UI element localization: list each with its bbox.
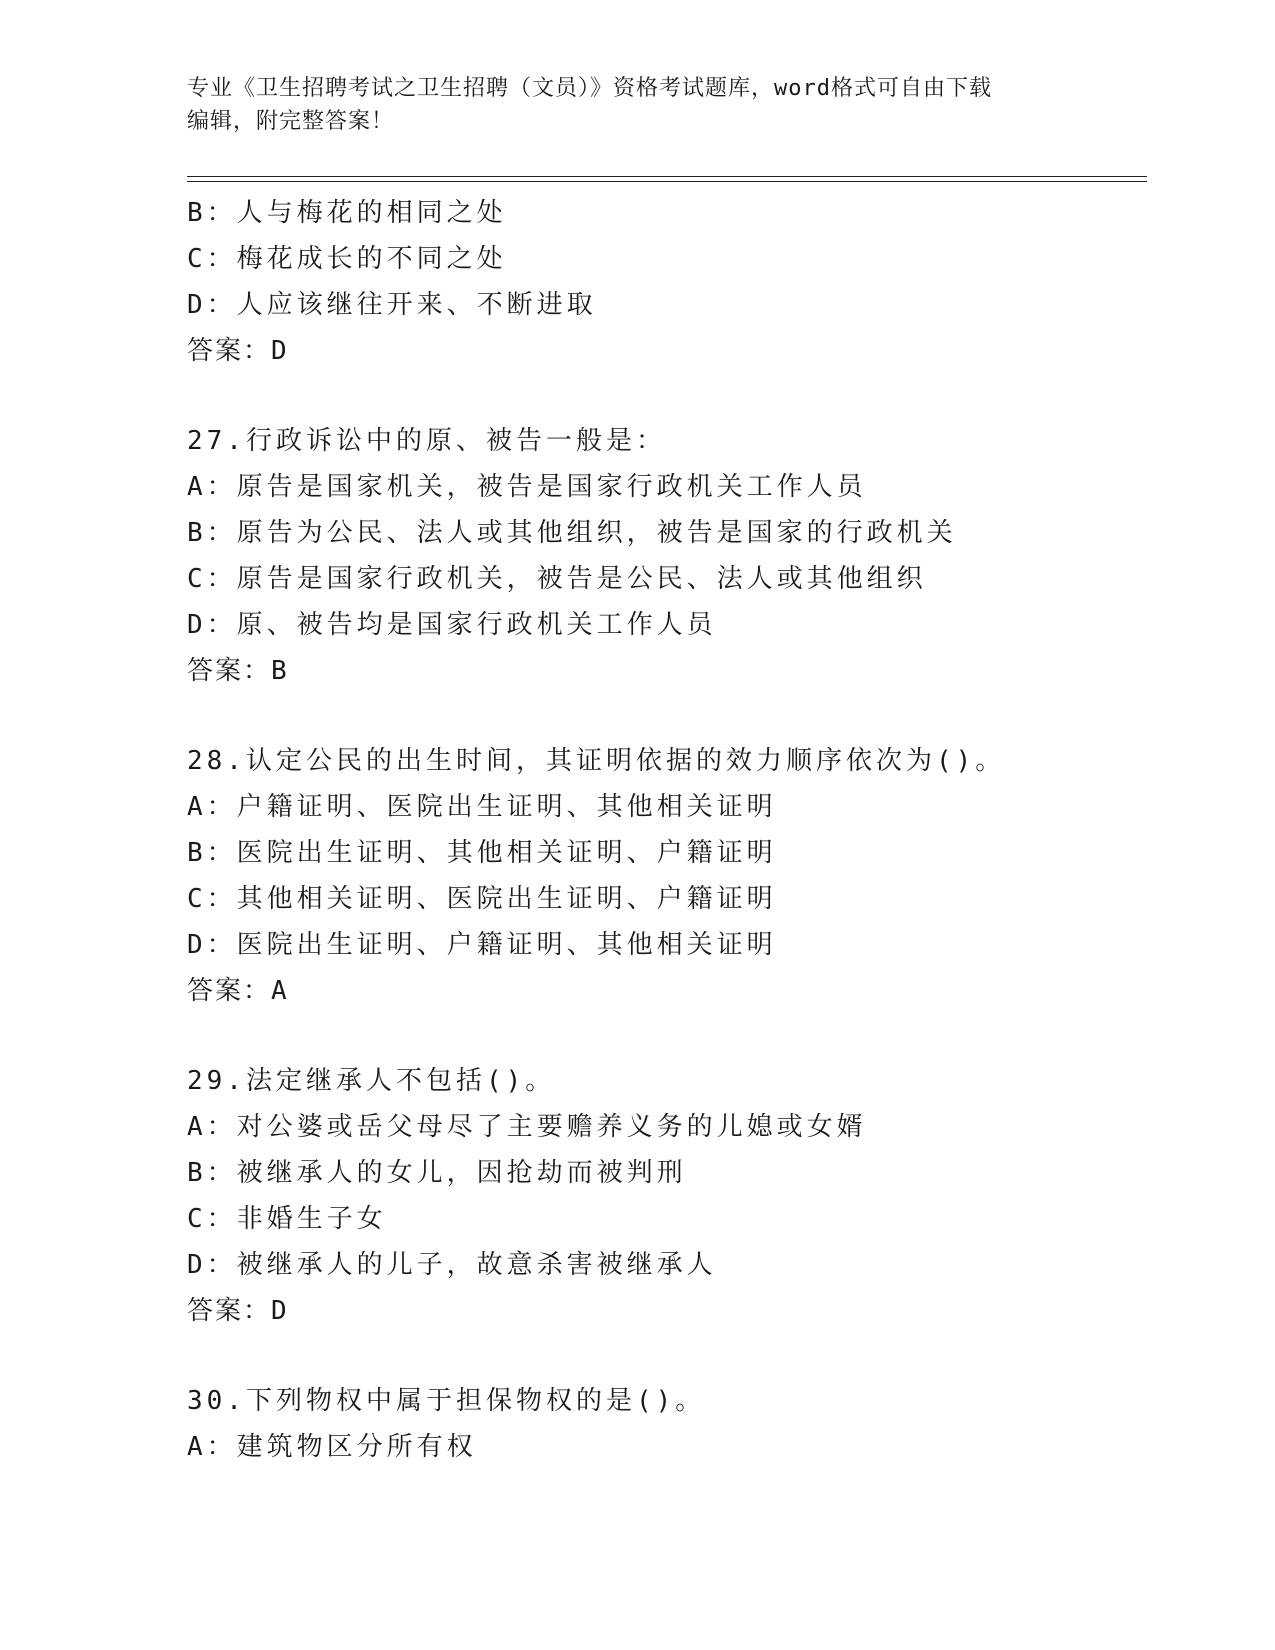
option-item: A：原告是国家机关，被告是国家行政机关工作人员 xyxy=(187,472,867,502)
header-divider-top xyxy=(187,176,1147,177)
option-item: D：医院出生证明、户籍证明、其他相关证明 xyxy=(187,930,777,960)
option-item: D：人应该继往开来、不断进取 xyxy=(187,290,597,320)
question-stem: 27.行政诉讼中的原、被告一般是： xyxy=(187,426,666,456)
answer-value: D xyxy=(271,336,289,366)
answer-label: 答案： xyxy=(187,336,272,366)
answer-value: D xyxy=(271,1296,289,1326)
question-block xyxy=(187,1378,1147,1470)
question-list xyxy=(187,190,1147,1470)
option-item: C：其他相关证明、医院出生证明、户籍证明 xyxy=(187,884,777,914)
option-item: A：建筑物区分所有权 xyxy=(187,1432,477,1462)
option-item: B：原告为公民、法人或其他组织，被告是国家的行政机关 xyxy=(187,518,957,548)
option-item: B：人与梅花的相同之处 xyxy=(187,198,507,228)
option-item: C：非婚生子女 xyxy=(187,1204,387,1234)
question-stem: 29.法定继承人不包括()。 xyxy=(187,1066,556,1096)
answer-value: B xyxy=(271,656,289,686)
answer-label: 答案： xyxy=(187,656,272,686)
answer-label: 答案： xyxy=(187,1296,272,1326)
question-stem: 28.认定公民的出生时间，其证明依据的效力顺序依次为()。 xyxy=(187,746,1006,776)
option-item: A：户籍证明、医院出生证明、其他相关证明 xyxy=(187,792,777,822)
document-header xyxy=(187,72,1087,138)
answer-line xyxy=(187,328,1147,374)
question-stem: 30.下列物权中属于担保物权的是()。 xyxy=(187,1386,706,1416)
option-item: D：原、被告均是国家行政机关工作人员 xyxy=(187,610,717,640)
option-item: B：被继承人的女儿，因抢劫而被判刑 xyxy=(187,1158,687,1188)
answer-line xyxy=(187,968,1147,1014)
answer-label: 答案： xyxy=(187,976,272,1006)
answer-line xyxy=(187,648,1147,694)
option-item: D：被继承人的儿子，故意杀害被继承人 xyxy=(187,1250,717,1280)
option-item: A：对公婆或岳父母尽了主要赡养义务的儿媳或女婿 xyxy=(187,1112,867,1142)
option-item: B：医院出生证明、其他相关证明、户籍证明 xyxy=(187,838,777,868)
header-divider-bottom xyxy=(187,181,1147,182)
question-block xyxy=(187,418,1147,694)
lead-question-block xyxy=(187,190,1147,374)
question-block xyxy=(187,738,1147,1014)
header-line-1: 专业《卫生招聘考试之卫生招聘（文员）》资格考试题库，word格式可自由下载 xyxy=(187,76,992,101)
question-block xyxy=(187,1058,1147,1334)
answer-line xyxy=(187,1288,1147,1334)
answer-value: A xyxy=(271,976,289,1006)
header-line-2: 编辑，附完整答案！ xyxy=(187,109,395,134)
option-item: C：梅花成长的不同之处 xyxy=(187,244,507,274)
option-item: C：原告是国家行政机关，被告是公民、法人或其他组织 xyxy=(187,564,927,594)
